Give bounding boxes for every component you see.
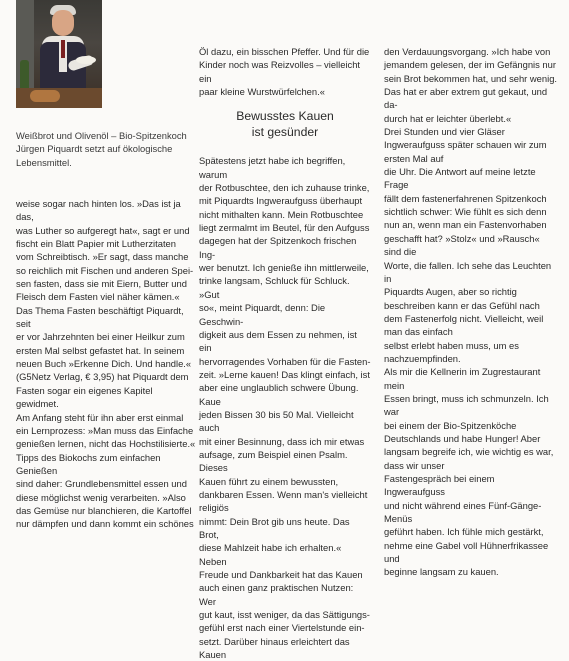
column-2-text: Spätestens jetzt habe ich begriffen, warum der Rotbuschtee, den ich zuhause trinke, mit Piquardts Ingweraufguss überhaupt nicht mithalten kann. Mein Rotbuschtee liegt zermalmt im Beutel, für den Aufguss dagegen hat der Spitzenkoch frischen Ing- wer benutzt. Ich genieße ihn mittlerweile, trinke langsam, Schluck für Schluck. »Gut so«, meint Piquardt, denn: Die Geschwin- digkeit aus dem Essen zu nehmen, ist ein hervorragendes Vorhaben für die Fasten- zeit. »Lerne kauen! Das klingt einfach, ist aber eine unglaublich schwere Übung. Kaue jeden Bissen 30 bis 50 Mal. Vielleicht auch mit einer Besinnung, dass ich mir etwas aufsage, zum Beispiel einen Psalm. Dieses Kauen führt zu einem bewussten, dankbaren Essen. Wenn man's vielleicht religiös nimmt: Dein Brot gib uns heute. Das Brot, diese Mahlzeit habe ich erhalten.« Neben Freude und Dankbarkeit hat das Kauen auch einen ganz praktischen Nutzen: Wer gut kaut, isst weniger, da das Sättigungs- gefühl erst nach einer Viertelstunde ein- setzt. Darüber hinaus erleichtert das Kauen [199,155,371,661]
section-heading: Bewusstes Kauen ist gesünder [236,109,334,140]
chef-photo [16,0,102,108]
column-3-text: den Verdauungsvorgang. »Ich habe von jemandem gelesen, der im Gefängnis nur sein Brot bekommen hat, und sehr wenig. Das hat er aber extrem gut gekaut, und da- durch hat er leichter überlebt.« Drei Stunden und vier Gläser Ingweraufguss später schauen wir zum ersten Mal auf die Uhr. Die Antwort auf meine letzte Frage fällt dem fastenerfahrenen Spitzenkoch sichtlich schwer: Wie fühlt es sich denn nun an, wenn man ein Fastenvorhaben geschafft hat? »Stolz« und »Rausch« sind die Worte, die fallen. Ich sehe das Leuchten in Piquardts Augen, aber so richtig beschreiben kann er das Gefühl nach dem Fastenerfolg nicht. Vielleicht, weil man das einfach selbst erlebt haben muss, um es nachzuempfinden. Als mir die Kellnerin im Zugrestaurant mein Essen bringt, muss ich schmunzeln. Ich war bei einem der Bio-Spitzenköche Deutschlands und habe Hunger! Aber langsam begreife ich, wie wichtig es war, dass wir unser Fastengespräch bei einem Ingweraufguss und nicht während eines Fünf-Gänge-Menüs geführt haben. Ich fühle mich gestärkt, nehme eine Gabel voll Hühnerfrikassee und beginne langsam zu kauen. [384,46,558,578]
photo-caption: Weißbrot und Olivenöl – Bio-Spitzenkoch Jürgen Piquardt setzt auf ökologische Lebensmittel. [16,130,187,168]
article-column-1 [16,197,196,531]
bread-graphic [30,90,60,102]
column-2-intro: Öl dazu, ein bisschen Pfeffer. Und für die Kinder noch was Reizvolles – vielleicht ein paar kleine Wurstwürfelchen.« [199,46,370,98]
column-1-text: weise sogar nach hinten los. »Das ist ja das, was Luther so aufgeregt hat«, sagt er und fischt ein Blatt Papier mit Lutherzitaten vom Schreibtisch. »Er sagt, dass manche so reichlich mit Fischen und anderen Spei- sen fasten, dass sie mit Eiern, Butter und Fleisch dem Fasten viel näher kämen.« Das Thema Fasten beschäftigt Piquardt, seit er vor Jahrzehnten bei einer Heilkur zum ersten Mal selbst gefastet hat. In seinem neuen Buch »Erkenne Dich. Und handle.« (G5Netz Verlag, € 3,95) hat Piquardt dem Fasten sogar ein eigenes Kapitel gewidmet. Am Anfang steht für ihn aber erst einmal ein Lernprozess: »Man muss das Einfache genießen lernen, nicht das Hochstilisierte.« Tipps des Biokochs zum einfachen Genießen sind daher: Grundlebensmittel essen und diese möglichst wenig verarbeiten. »Also das Gemüse nur blanchieren, die Kartoffel nur dämpfen und dann kommt ein schönes [16,198,196,530]
article-column-3 [384,45,558,579]
article-column-2 [199,45,371,661]
